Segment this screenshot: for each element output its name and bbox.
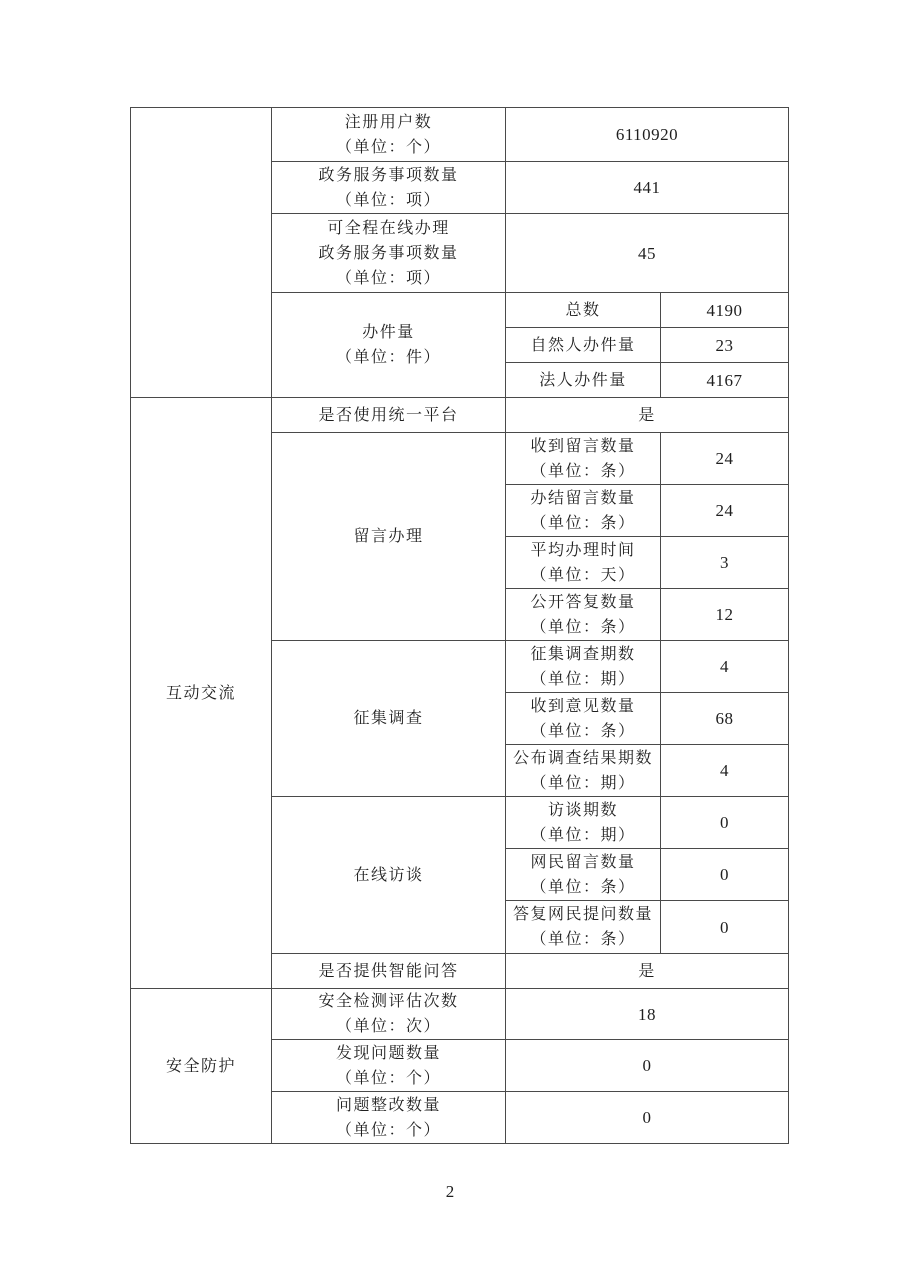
messages-received-value: 24 [661, 433, 789, 485]
interview-periods-label: 访谈期数 [547, 801, 618, 819]
survey-periods-unit: （单位：期） [530, 670, 636, 688]
security-checks-value: 18 [506, 989, 789, 1040]
public-replies-label: 公开答复数量 [530, 593, 636, 611]
online-items-line1: 可全程在线办理 [327, 219, 450, 237]
survey-results-label: 公布调查结果期数 [512, 749, 653, 767]
registered-users-value: 6110920 [506, 108, 789, 162]
interview-messages-label-cell [506, 849, 661, 901]
page-number: 2 [445, 1182, 455, 1201]
online-items-label-cell [272, 214, 506, 293]
problems-found-unit: （单位：个） [335, 1069, 441, 1087]
interview-periods-label-cell [506, 797, 661, 849]
messages-completed-value: 24 [661, 485, 789, 537]
public-replies-value: 12 [661, 589, 789, 641]
problems-found-label-cell [272, 1040, 506, 1092]
public-replies-label-cell [506, 589, 661, 641]
problems-fixed-label: 问题整改数量 [335, 1096, 441, 1114]
unified-platform-label: 是否使用统一平台 [272, 398, 506, 433]
section2-category-cell: 互动交流 [131, 398, 272, 989]
cases-natural-label: 自然人办件量 [506, 328, 661, 363]
messages-received-label-cell [506, 433, 661, 485]
survey-opinions-label-cell [506, 693, 661, 745]
security-checks-label-cell [272, 989, 506, 1040]
registered-users-label: 注册用户数 [344, 113, 433, 131]
messages-completed-label-cell [506, 485, 661, 537]
online-items-line2: 政务服务事项数量 [318, 244, 459, 262]
survey-periods-label-cell [506, 641, 661, 693]
avg-handling-time-value: 3 [661, 537, 789, 589]
cases-label-cell [272, 293, 506, 398]
service-items-value: 441 [506, 162, 789, 214]
messages-completed-label: 办结留言数量 [530, 489, 636, 507]
survey-label: 征集调查 [272, 641, 506, 797]
report-table [130, 107, 789, 1144]
survey-results-label-cell [506, 745, 661, 797]
service-items-label: 政务服务事项数量 [318, 166, 459, 184]
security-checks-label: 安全检测评估次数 [318, 993, 459, 1010]
cases-label: 办件量 [362, 324, 415, 341]
messages-received-label: 收到留言数量 [530, 437, 636, 455]
online-items-value: 45 [506, 214, 789, 293]
interview-answers-value: 0 [661, 901, 789, 954]
problems-found-label: 发现问题数量 [335, 1044, 441, 1062]
smart-qa-label: 是否提供智能问答 [272, 954, 506, 989]
registered-users-label-cell [272, 108, 506, 162]
interview-label: 在线访谈 [272, 797, 506, 954]
problems-fixed-unit: （单位：个） [335, 1121, 441, 1139]
cases-natural-value: 23 [661, 328, 789, 363]
survey-results-value: 4 [661, 745, 789, 797]
online-items-unit: （单位：项） [335, 269, 441, 287]
avg-handling-time-unit: （单位：天） [530, 566, 636, 584]
cases-unit: （单位：件） [335, 349, 441, 366]
survey-periods-label: 征集调查期数 [530, 645, 636, 663]
interview-answers-unit: （单位：条） [530, 931, 636, 948]
avg-handling-time-label-cell [506, 537, 661, 589]
public-replies-unit: （单位：条） [530, 618, 636, 636]
registered-users-unit: （单位：个） [335, 138, 441, 156]
messages-completed-unit: （单位：条） [530, 514, 636, 532]
problems-found-value: 0 [506, 1040, 789, 1092]
section1-category-cell [131, 108, 272, 398]
interview-periods-value: 0 [661, 797, 789, 849]
section3-category-cell: 安全防护 [131, 989, 272, 1144]
survey-results-unit: （单位：期） [530, 774, 636, 792]
survey-opinions-label: 收到意见数量 [530, 697, 636, 715]
cases-legal-value: 4167 [661, 363, 789, 398]
service-items-unit: （单位：项） [335, 191, 441, 209]
interview-messages-unit: （单位：条） [530, 878, 636, 896]
interview-messages-label: 网民留言数量 [530, 853, 636, 871]
problems-fixed-value: 0 [506, 1092, 789, 1144]
messages-received-unit: （单位：条） [530, 462, 636, 480]
cases-legal-label: 法人办件量 [506, 363, 661, 398]
problems-fixed-label-cell [272, 1092, 506, 1144]
avg-handling-time-label: 平均办理时间 [530, 541, 636, 559]
survey-periods-value: 4 [661, 641, 789, 693]
cases-total-value: 4190 [661, 293, 789, 328]
interview-answers-label-cell [506, 901, 661, 954]
security-checks-unit: （单位：次） [335, 1018, 441, 1035]
interview-periods-unit: （单位：期） [530, 826, 636, 844]
interview-messages-value: 0 [661, 849, 789, 901]
cases-total-label: 总数 [506, 293, 661, 328]
service-items-label-cell [272, 162, 506, 214]
message-handling-label: 留言办理 [272, 433, 506, 641]
unified-platform-value: 是 [506, 398, 789, 433]
survey-opinions-unit: （单位：条） [530, 722, 636, 740]
interview-answers-label: 答复网民提问数量 [512, 906, 653, 923]
survey-opinions-value: 68 [661, 693, 789, 745]
smart-qa-value: 是 [506, 954, 789, 989]
